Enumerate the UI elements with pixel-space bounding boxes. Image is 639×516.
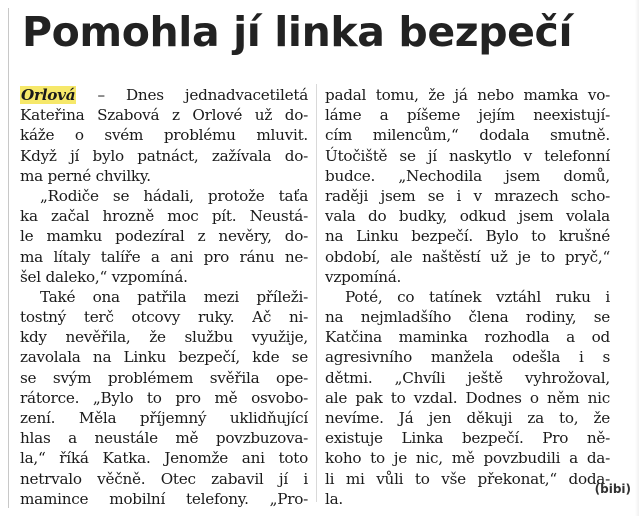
text-line: láme a píšeme jejím neexistují- (325, 106, 610, 125)
text-line: ka začal hrozně moc pít. Neustá- (20, 207, 308, 226)
text-line: Když jí bylo patnáct, zažívala do- (20, 146, 308, 165)
text-line: ale pak to vzdal. Dodnes o něm nic (325, 388, 610, 407)
text-line: na Linku bezpečí. Bylo to krušné (325, 227, 610, 246)
text-line: dětmi. „Chvíli ještě vyhrožoval, (325, 368, 610, 387)
text-line: zavolala na Linku bezpečí, kde se (20, 348, 308, 367)
text-line: hlas a neustále mě povzbuzova- (20, 429, 308, 448)
page-left-border (8, 8, 9, 508)
text-line: šel daleko,“ vzpomíná. (20, 267, 188, 286)
text-line (20, 85, 308, 105)
article-byline: (bibi) (594, 482, 631, 496)
text-line: vala do budky, odkud jsem volala (325, 207, 610, 226)
article-column-left (20, 85, 308, 509)
text-line: raději jsem se i v mrazech scho- (325, 186, 610, 205)
text-line: Katčina maminka rozhodla a od (325, 328, 610, 347)
text-line: netrvalo věčně. Otec zabavil jí i (20, 469, 308, 488)
text-line: budce. „Nechodila jsem domů, (325, 166, 610, 185)
text-line: káže o svém problému mluvit. (20, 126, 308, 145)
text-line: la. (325, 489, 343, 508)
text-line: koho to je nic, mě povzbudili a da- (325, 449, 610, 468)
text-line: agresivního manžela odešla i s (325, 348, 610, 367)
article-location: Orlová (21, 86, 76, 104)
text-line: Útočiště se jí naskytlo v telefonní (325, 146, 610, 165)
lead-text: – Dnes jednadvacetiletá (76, 86, 308, 104)
article-column-right (325, 85, 610, 509)
text-line: li mi vůli to vše překonat,“ doda- (325, 469, 610, 488)
text-line: kdy nevěřila, že službu využije, (20, 328, 308, 347)
text-line: padal tomu, že já nebo mamka vo- (325, 86, 610, 104)
text-line: existuje Linka bezpečí. Pro ně- (325, 429, 610, 448)
text-line: mamince mobilní telefony. „Pro- (20, 489, 308, 508)
text-line: Poté, co tatínek vztáhl ruku i (345, 287, 610, 306)
article-headline: Pomohla jí linka bezpečí (22, 8, 573, 56)
text-line: zení. Měla příjemný uklidňující (20, 409, 308, 427)
column-divider (316, 84, 317, 502)
text-line: le mamku podezíral z nevěry, do- (20, 227, 308, 246)
text-line: la,“ říká Katka. Jenomže ani toto (20, 449, 308, 468)
text-line: Kateřina Szabová z Orlové už do- (20, 106, 308, 125)
text-line: nevíme. Já jen děkuji za to, že (325, 409, 610, 427)
text-line: na nejmladšího člena rodiny, se (325, 308, 610, 327)
text-line: cím milencům,“ dodala smutně. (325, 126, 610, 145)
text-line: Také ona patřila mezi příleži- (40, 287, 308, 306)
text-line: se svým problémem svěřila ope- (20, 368, 308, 387)
text-line: „Rodiče se hádali, protože taťa (40, 186, 308, 205)
scan-edge (635, 0, 639, 516)
text-line: rátorce. „Bylo to pro mě osvobo- (20, 388, 308, 407)
text-line: tostný terč otcovy ruky. Ač ni- (20, 308, 308, 327)
text-line: ma lítaly talíře a ani pro ránu ne- (20, 247, 308, 266)
text-line: vzpomíná. (325, 267, 402, 286)
text-line: období, ale naštěstí už je to pryč,“ (325, 247, 610, 266)
text-line: ma perné chvilky. (20, 166, 151, 185)
